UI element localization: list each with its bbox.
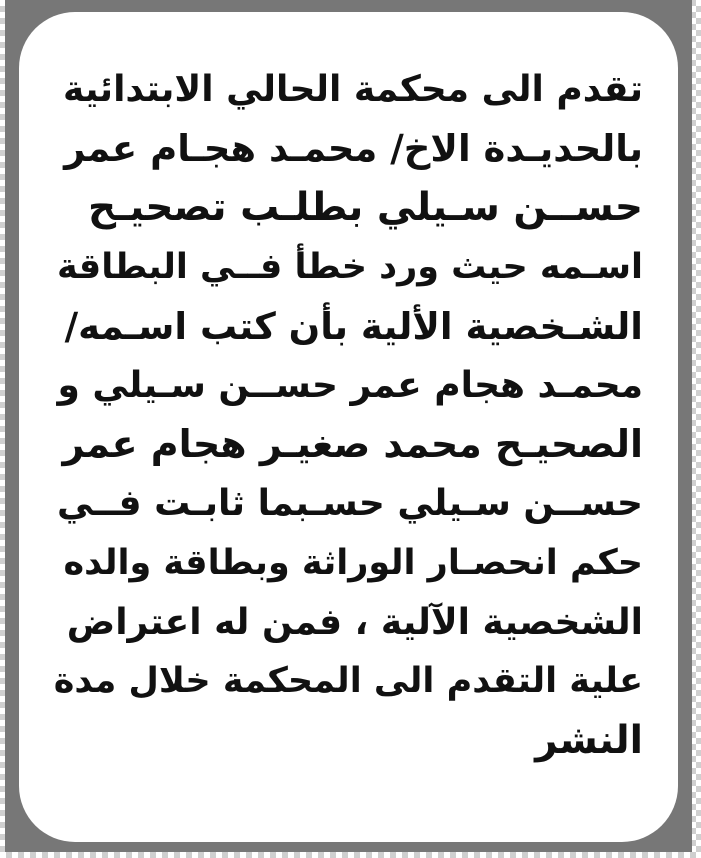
notice-line-3: حســن سـيلي بطلـب تصحيـح	[88, 185, 643, 231]
notice-line-9: حكم انحصـار الوراثة وبطاقة والده	[63, 542, 643, 583]
notice-line-4: اسـمه حيث ورد خطأ فــي البطاقة	[57, 246, 643, 287]
notice-text	[53, 60, 643, 770]
notice-line-1: تقدم الى محكمة الحالي الابتدائية	[63, 69, 643, 110]
image-frame	[5, 0, 692, 852]
notice-line-2: بالحديـدة الاخ/ محمـد هجـام عمر	[64, 127, 643, 171]
notice-line-12: النشر	[535, 718, 643, 764]
notice-line-10: الشخصية الآلية ، فمن له اعتراض	[66, 601, 643, 643]
notice-card	[19, 12, 678, 842]
notice-line-5: الشـخصية الألية بأن كتب اسـمه/	[64, 304, 643, 348]
notice-line-6: محمـد هجام عمر حســن سـيلي و	[57, 364, 643, 406]
notice-line-7: الصحيـح محمد صغيـر هجام عمر	[62, 422, 643, 467]
notice-line-11: علية التقدم الى المحكمة خلال مدة	[53, 660, 643, 701]
notice-line-8: حســن سـيلي حسـبما ثابـت فــي	[56, 483, 643, 525]
